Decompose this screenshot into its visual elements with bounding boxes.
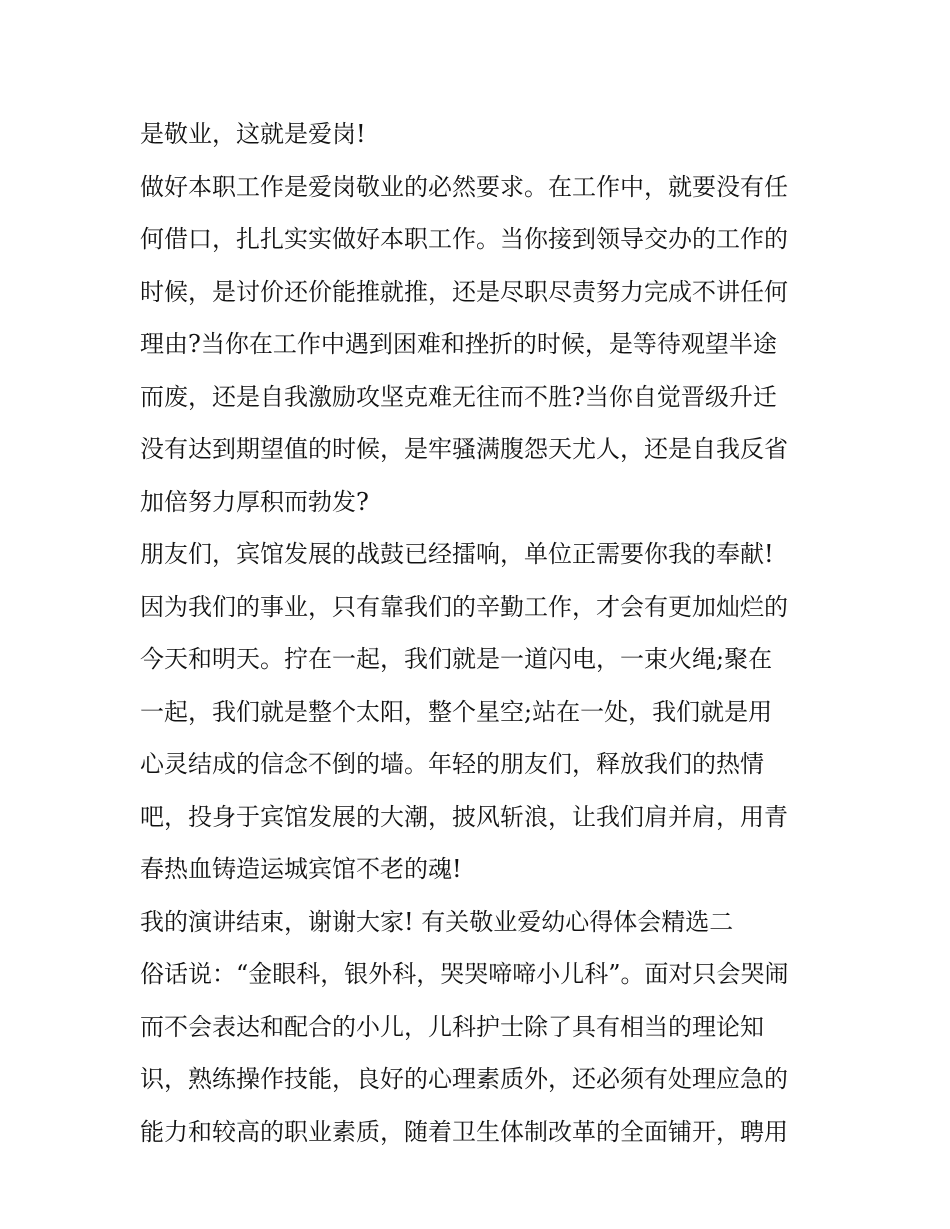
body-text [140,108,830,1158]
text-line: 能力和较高的职业素质，随着卫生体制改革的全面铺开，聘用 [140,1117,788,1146]
text-line: 是敬业，这就是爱岗! [140,120,366,148]
text-line: 一起，我们就是整个太阳，整个星空;站在一处，我们就是用 [140,697,773,726]
text-line: 春热血铸造运城宾馆不老的魂! [140,855,462,883]
text-line: 理由?当你在工作中遇到困难和挫折的时候，是等待观望半途 [140,330,777,358]
text-line: 今天和明天。拧在一起，我们就是一道闪电，一束火绳;聚在 [140,645,773,673]
text-line: 俗话说：“金眼科，银外科，哭哭啼啼小儿科”。面对只会哭闹 [140,960,789,988]
text-line: 而废，还是自我激励攻坚克难无往而不胜?当你自觉晋级升迁 [140,382,777,411]
text-line: 而不会表达和配合的小儿，儿科护士除了具有相当的理论知 [140,1012,764,1041]
text-line: 时候，是讨价还价能推就推，还是尽职尽责努力完成不讲任何 [140,277,788,306]
text-line: 加倍努力厚积而勃发? [140,487,369,516]
text-line: 我的演讲结束，谢谢大家! 有关敬业爱幼心得体会精选二 [140,907,734,936]
text-line: 朋友们，宾馆发展的战鼓已经擂响，单位正需要你我的奉献! [140,540,774,568]
text-line: 没有达到期望值的时候，是牢骚满腹怨天尤人，还是自我反省 [140,435,788,463]
text-line: 识，熟练操作技能，良好的心理素质外，还必须有处理应急的 [140,1065,788,1093]
text-line: 心灵结成的信念不倒的墙。年轻的朋友们，释放我们的热情 [140,750,764,778]
text-line: 因为我们的事业，只有靠我们的辛勤工作，才会有更加灿烂的 [140,592,788,621]
text-line: 何借口，扎扎实实做好本职工作。当你接到领导交办的工作的 [140,225,788,253]
text-line: 做好本职工作是爱岗敬业的必然要求。在工作中，就要没有任 [140,172,788,201]
text-line: 吧，投身于宾馆发展的大潮，披风斩浪，让我们肩并肩，用青 [140,802,788,831]
